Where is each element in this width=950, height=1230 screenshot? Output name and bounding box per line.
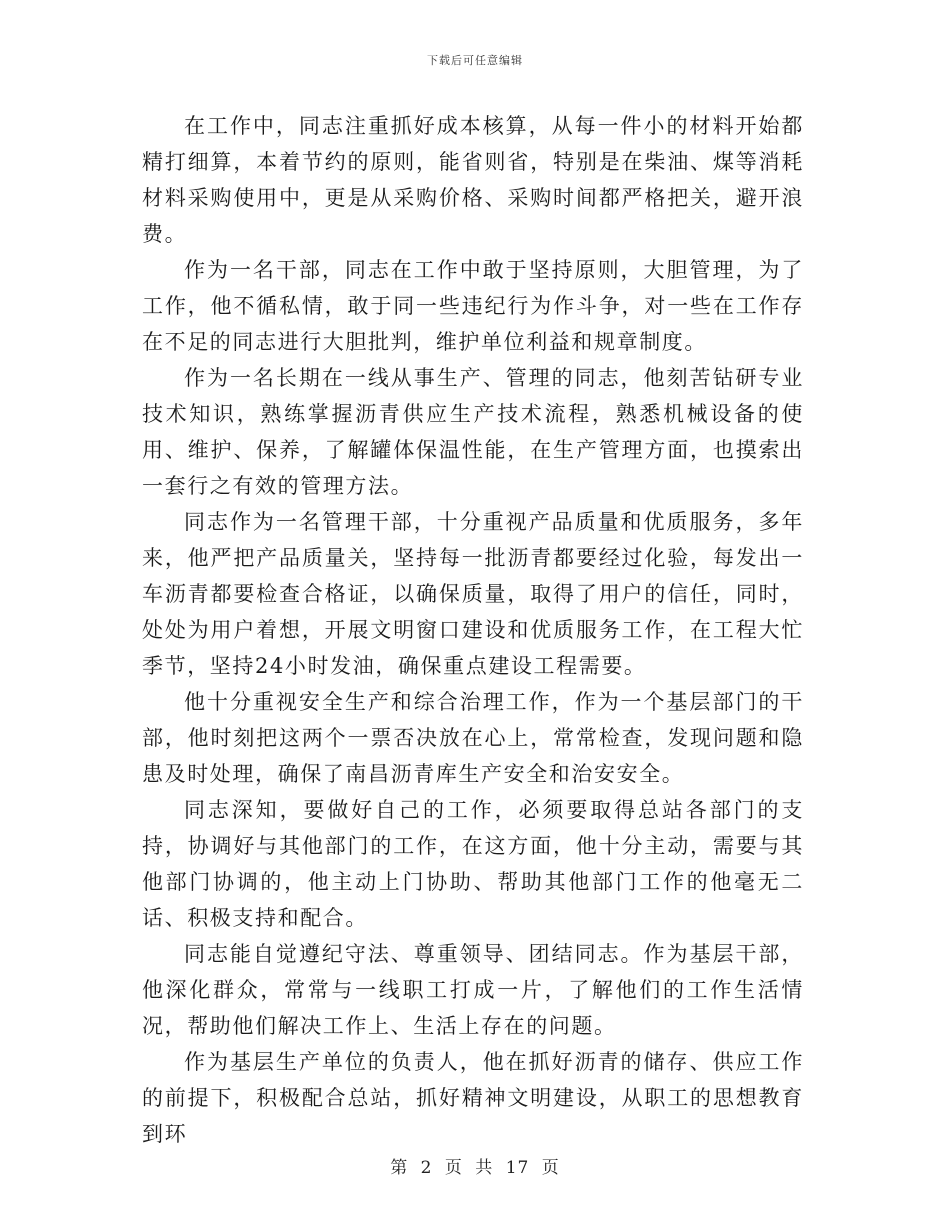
paragraph-7: 同志能自觉遵纪守法、尊重领导、团结同志。作为基层干部，他深化群众，常常与一线职工打成一片，了解他们的工作生活情况，帮助他们解决工作上、生活上存在的问题。 — [142, 942, 804, 1038]
paragraph-1: 在工作中，同志注重抓好成本核算，从每一件小的材料开始都精打细算，本着节约的原则，能省则省，特别是在柴油、煤等消耗材料采购使用中，更是从采购价格、采购时间都严格把关，避开浪费。 — [142, 114, 804, 246]
page-header: 下载后可任意编辑 — [427, 54, 523, 67]
page-footer: 第 2 页 共 17 页 — [390, 1158, 560, 1178]
paragraph-6: 同志深知，要做好自己的工作，必须要取得总站各部门的支持，协调好与其他部门的工作，在这方面，他十分主动，需要与其他部门协调的，他主动上门协助、帮助其他部门工作的他毫无二话、积极支持和配合。 — [142, 798, 804, 930]
paragraph-5: 他十分重视安全生产和综合治理工作，作为一个基层部门的干部，他时刻把这两个一票否决放在心上，常常检查，发现问题和隐患及时处理，确保了南昌沥青库生产安全和治安安全。 — [142, 690, 804, 786]
paragraph-8: 作为基层生产单位的负责人，他在抓好沥青的储存、供应工作的前提下，积极配合总站，抓好精神文明建设，从职工的思想教育到环 — [142, 1050, 804, 1146]
paragraph-4: 同志作为一名管理干部，十分重视产品质量和优质服务，多年来，他严把产品质量关，坚持每一批沥青都要经过化验，每发出一车沥青都要检查合格证，以确保质量，取得了用户的信任，同时，处处为用户着想，开展文明窗口建设和优质服务工作，在工程大忙季节，坚持24小时发油，确保重点建设工程需要。 — [142, 510, 804, 678]
paragraph-2: 作为一名干部，同志在工作中敢于坚持原则，大胆管理，为了工作，他不循私情，敢于同一些违纪行为作斗争，对一些在工作存在不足的同志进行大胆批判，维护单位利益和规章制度。 — [142, 258, 804, 354]
paragraph-3: 作为一名长期在一线从事生产、管理的同志，他刻苦钻研专业技术知识，熟练掌握沥青供应生产技术流程，熟悉机械设备的使用、维护、保养，了解罐体保温性能，在生产管理方面，也摸索出一套行之有效的管理方法。 — [142, 366, 804, 498]
document-body — [142, 108, 804, 1152]
